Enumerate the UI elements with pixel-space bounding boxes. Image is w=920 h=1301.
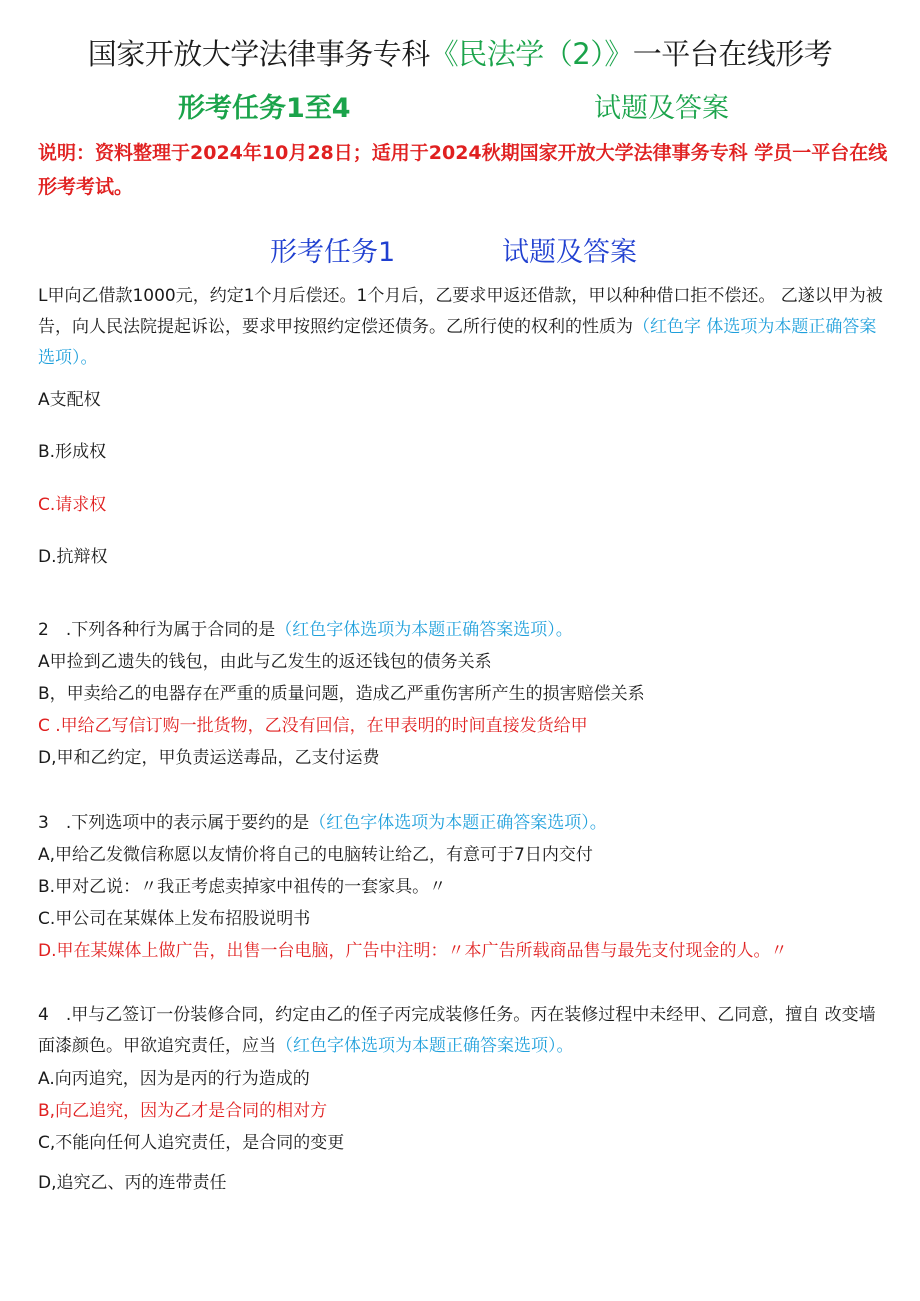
q2-option-b: B，甲卖给乙的电器存在严重的质量问题，造成乙严重伤害所产生的损害赔偿关系: [38, 684, 645, 704]
q3-option-b: B.甲对乙说：〃我正考虑卖掉家中祖传的一套家具。〃: [38, 877, 447, 897]
section-heading-answers: 试题及答案: [502, 237, 637, 268]
document-note: 说明：资料整理于2024年10月28日；适用于2024秋期国家开放大学法律事务专科 学员一平台在线形考考试。: [38, 142, 888, 198]
q1-option-d: D.抗辩权: [38, 547, 108, 567]
question-3-stem: [38, 811, 607, 835]
q1-option-a: A支配权: [38, 390, 101, 410]
title-prefix: 国家开放大学法律事务专科: [87, 37, 430, 71]
subtitle-tasks: 形考任务1至4: [178, 93, 351, 124]
question-1-hint: （红色字 体选项为本题正确答案选项）。: [38, 317, 877, 368]
question-1-stem: [38, 281, 888, 374]
q3-option-d-correct: D.甲在某媒体上做广告，出售一台电脑，广告中注明：〃本广告所载商品售与最先支付现金的人。〃: [38, 941, 788, 961]
question-1-text: L甲向乙借款1000元，约定1个月后偿还。1个月后，乙要求甲返还借款，甲以种种借口拒不偿还。 乙遂以甲为被告，向人民法院提起诉讼，要求甲按照约定偿还债务。乙所行使的权利的性质为: [38, 286, 883, 337]
q4-option-b-correct: B,向乙追究，因为乙才是合同的相对方: [38, 1101, 328, 1121]
q4-option-a: A.向丙追究，因为是丙的行为造成的: [38, 1069, 310, 1089]
q4-option-d: D,追究乙、丙的连带责任: [38, 1173, 227, 1193]
question-2-hint: （红色字体选项为本题正确答案选项）。: [275, 620, 573, 640]
q2-option-a: A甲捡到乙遗失的钱包，由此与乙发生的返还钱包的债务关系: [38, 652, 492, 672]
subtitle-answers: 试题及答案: [594, 93, 729, 124]
q2-option-c-correct: C .甲给乙写信订购一批货物，乙没有回信，在甲表明的时间直接发货给甲: [38, 716, 588, 736]
q2-option-d: D,甲和乙约定，甲负责运送毒品，乙支付运费: [38, 748, 380, 768]
question-4-hint: （红色字体选项为本题正确答案选项）。: [276, 1036, 574, 1056]
q1-option-b: B.形成权: [38, 442, 107, 462]
document-title: [0, 34, 920, 74]
q3-option-a: A,甲给乙发微信称愿以友情价将自己的电脑转让给乙，有意可于7日内交付: [38, 845, 593, 865]
question-3-text: 3 .下列选项中的表示属于要约的是: [38, 813, 310, 833]
title-suffix: 一平台在线形考: [632, 37, 833, 71]
question-4-text: 4 .甲与乙签订一份装修合同，约定由乙的侄子丙完成装修任务。丙在装修过程中未经甲、乙同意，擅自 改变墙面漆颜色。甲欲追究责任，应当: [38, 1005, 876, 1056]
title-course: 《民法学（2）》: [429, 37, 633, 71]
q1-option-c-correct: C.请求权: [38, 495, 107, 515]
question-4-stem: [38, 1000, 888, 1062]
question-2-text: 2 .下列各种行为属于合同的是: [38, 620, 276, 640]
question-3-hint: （红色字体选项为本题正确答案选项）。: [309, 813, 607, 833]
section-heading-task1: 形考任务1: [270, 237, 396, 268]
question-2-stem: [38, 618, 573, 642]
q3-option-c: C.甲公司在某媒体上发布招股说明书: [38, 909, 311, 929]
q4-option-c: C,不能向任何人追究责任，是合同的变更: [38, 1133, 345, 1153]
